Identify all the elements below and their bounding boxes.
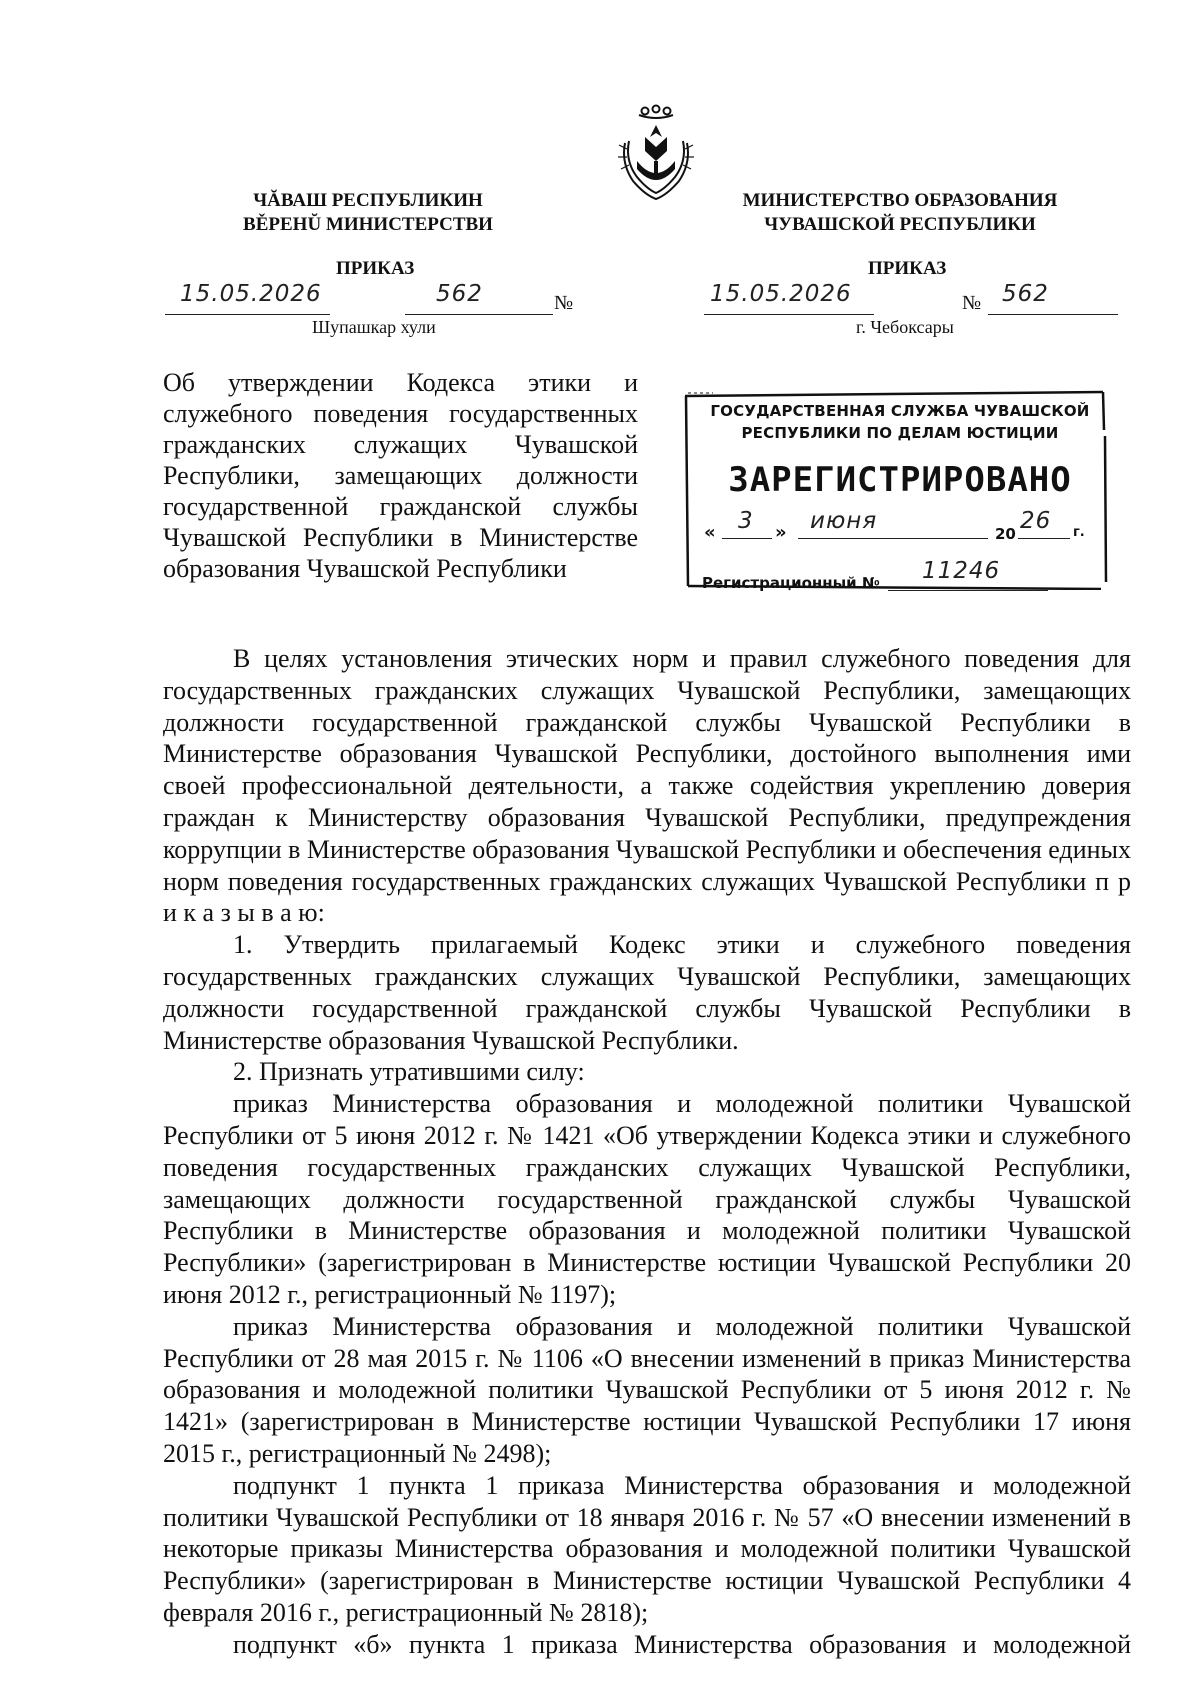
- stamp-month-underline: [798, 538, 988, 539]
- body-repealed-3: подпункт 1 пункта 1 приказа Министерства образования и молодежной политики Чувашской Республики от 18 января 2016 г. № 57 «О внесении изменений в некоторые приказы Министерства образования и молодежной политики Чувашской Республики» (зарегистрирован в Министерстве юстиции Чувашской Республики 4 февраля 2016 г., регистрационный № 2818);: [163, 1470, 1131, 1627]
- stamp-reg-label: Регистрационный №: [702, 574, 880, 592]
- stamp-year-underline: [1018, 538, 1070, 539]
- body-item-1: 1. Утвердить прилагаемый Кодекс этики и служебного поведения государственных гражданских служащих Чувашской Республики, замещающих должности государственной гражданской службы Чувашской Республики в Министерстве образования Чувашской Республики.: [163, 930, 1131, 1055]
- stamp-day: 3: [738, 508, 754, 534]
- number-underline-left: [405, 314, 553, 315]
- stamp-quote-close: »: [775, 522, 787, 543]
- number-underline-right: [988, 314, 1118, 315]
- stamp-reg-underline: [888, 590, 1048, 591]
- body-item-2: 2. Признать утратившими силу:: [233, 1057, 585, 1087]
- stamp-quote-open: «: [704, 522, 716, 543]
- title-line: гражданских служащих Чувашской: [163, 430, 638, 459]
- header-right: [720, 189, 1080, 237]
- coat-of-arms-emblem: [615, 103, 697, 203]
- body-preamble: В целях установления этических норм и правил служебного поведения для государственных гражданских служащих Чувашской Республики, замещающих должности государственной гражданской службы Чувашской Республики в Министерстве образования Чувашской Республики, достойного выполнения ими своей профессиональной деятельности, а также содействия укреплению доверия граждан к Министерству образования Чувашской Республики, предупреждения коррупции в Министерстве образования Чувашской Республики и обеспечения единых норм поведения государственных гражданских служащих Чувашской Республики п р и к а з ы в а ю:: [163, 644, 1131, 928]
- stamp-year-prefix: 20: [995, 525, 1016, 543]
- order-word-left: ПРИКАЗ: [336, 258, 415, 279]
- stamp-month: июня: [810, 508, 878, 534]
- header-right-line2: ЧУВАШСКОЙ РЕСПУБЛИКИ: [764, 214, 1036, 235]
- stamp-day-underline: [722, 538, 772, 539]
- date-underline-left: [165, 314, 330, 315]
- order-title: [163, 367, 638, 584]
- stamp-year-unit: г.: [1073, 525, 1085, 540]
- title-line: Республики, замещающих должности: [163, 461, 638, 490]
- header-left: [208, 189, 528, 237]
- body-repealed-4: подпункт «б» пункта 1 приказа Министерства образования и молодежной: [233, 1629, 1131, 1659]
- number-sign-left: №: [554, 292, 574, 314]
- order-body: [163, 643, 1131, 1661]
- stamp-reg-number: 11246: [922, 558, 1001, 584]
- title-line: образования Чувашской Республики: [163, 554, 567, 583]
- order-number-left: 562: [436, 281, 483, 307]
- stamp-authority-line2: РЕСПУБЛИКИ ПО ДЕЛАМ ЮСТИЦИИ: [741, 424, 1059, 442]
- order-date-left: 15.05.2026: [180, 281, 322, 307]
- date-underline-right: [704, 314, 874, 315]
- header-left-line2: ВĚРЕНŬ МИНИСТЕРСТВИ: [243, 214, 493, 235]
- order-date-right: 15.05.2026: [710, 281, 852, 307]
- body-repealed-2: приказ Министерства образования и молодежной политики Чувашской Республики от 28 мая 2015 г. № 1106 «О внесении изменений в приказ Министерства образования и молодежной политики Чувашской Республики от 5 июня 2012 г. № 1421» (зарегистрирован в Министерстве юстиции Чувашской Республики 17 июня 2015 г., регистрационный № 2498);: [163, 1311, 1131, 1468]
- title-line: Чувашской Республики в Министерстве: [163, 523, 638, 552]
- title-line: государственной гражданской службы: [163, 492, 638, 521]
- place-right: г. Чебоксары: [856, 317, 954, 337]
- stamp-registered-title: ЗАРЕГИСТРИРОВАНО: [728, 460, 1072, 500]
- header-left-line1: ЧĂВАШ РЕСПУБЛИКИН: [253, 190, 483, 211]
- body-repealed-1: приказ Министерства образования и молодежной политики Чувашской Республики от 5 июня 2012 г. № 1421 «Об утверждении Кодекса этики и служебного поведения государственных гражданских служащих Чувашской Республики, замещающих должности государственной гражданской службы Чувашской Республики в Министерстве образования и молодежной политики Чувашской Республики» (зарегистрирован в Министерстве юстиции Чувашской Республики 20 июня 2012 г., регистрационный № 1197);: [163, 1089, 1131, 1309]
- stamp-year-suffix: 26: [1020, 508, 1052, 534]
- order-word-right: ПРИКАЗ: [868, 258, 947, 279]
- order-number-right: 562: [1002, 281, 1049, 307]
- stamp-authority-line1: ГОСУДАРСТВЕННАЯ СЛУЖБА ЧУВАШСКОЙ: [710, 402, 1090, 420]
- place-left: Шупашкар хули: [312, 317, 436, 337]
- header-right-line1: МИНИСТЕРСТВО ОБРАЗОВАНИЯ: [742, 190, 1058, 211]
- title-line: служебного поведения государственных: [163, 399, 638, 428]
- title-line: Об утверждении Кодекса этики и: [163, 368, 638, 397]
- number-sign-right: №: [962, 292, 982, 314]
